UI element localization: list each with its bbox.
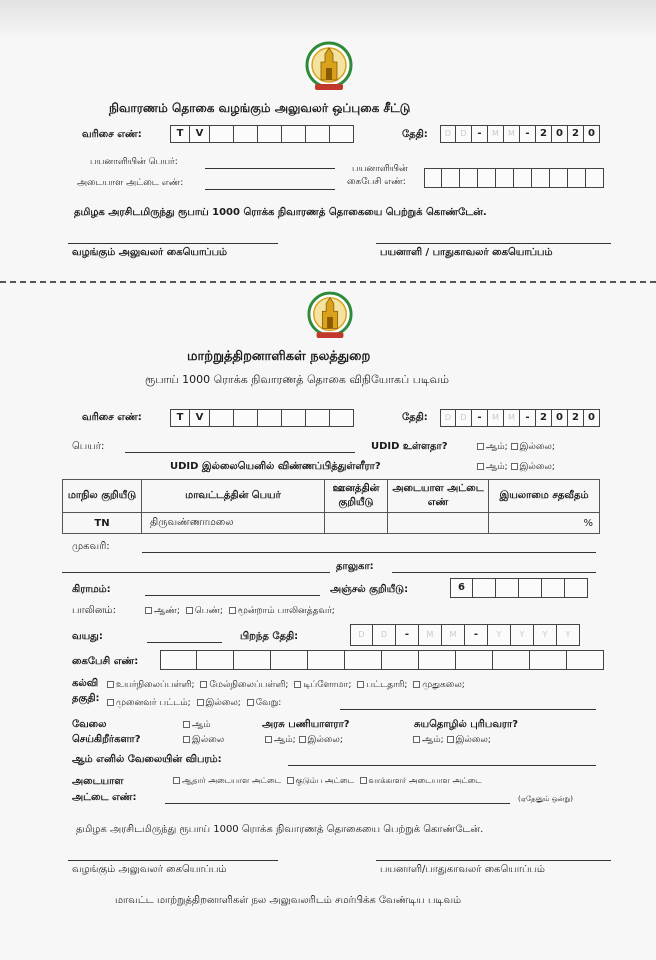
working-label-line1: வேலை [72,719,107,730]
id-type-label-line2: அட்டை எண்: [72,792,137,803]
id-ration-card-checkbox[interactable] [287,777,294,784]
govt-employee-options[interactable]: ஆம்; இல்லை; [262,735,343,746]
date-boxes-2[interactable]: D D - M M - 2 0 2 0 [440,409,600,427]
cut-line [0,281,656,283]
beneficiary-signature-label: பயனாளி / பாதுகாவலர் கையொப்பம் [380,247,553,258]
address-field-line2[interactable] [62,572,330,573]
edu-diploma-checkbox[interactable] [294,681,301,688]
beneficiary-name-label: பயனாளியின் பெயர்: [90,157,178,167]
taluk-field[interactable] [392,572,596,573]
officer-signature-label: வழங்கும் அலுவலர் கையொப்பம் [72,247,228,258]
pincode-label: அஞ்சல் குறியீடு: [330,584,409,595]
gender-male-checkbox[interactable] [145,607,152,614]
self-yes-checkbox[interactable] [413,736,420,743]
gender-female-checkbox[interactable] [186,607,193,614]
officer-signature-line[interactable] [68,243,278,244]
edu-higher-secondary-checkbox[interactable] [200,681,207,688]
cell-state-code: TN [63,513,142,534]
edu-doctorate-checkbox[interactable] [107,699,114,706]
age-label: வயது: [72,631,103,642]
working-yes-checkbox[interactable] [183,721,190,728]
header-district-name: மாவட்டத்தின் பெயர் [142,480,325,513]
cell-disability-percent[interactable]: % [489,513,600,534]
self-no-checkbox[interactable] [447,736,454,743]
header-disability-code: ஊனத்தின் குறியீடு [325,480,388,513]
tamilnadu-emblem-icon [305,40,353,94]
serial-number-boxes[interactable]: T V [170,125,354,143]
officer-signature-label-2: வழங்கும் அலுவலர் கையொப்பம் [72,864,227,875]
id-aadhaar-checkbox[interactable] [173,777,180,784]
self-employed-question: சுயதொழில் புரிபவரா? [414,719,519,730]
dob-boxes[interactable]: D D - M M - Y Y Y Y [350,624,580,646]
udid-question: UDID உள்ளதா? [371,441,448,452]
form-subtitle: ரூபாய் 1000 ரொக்க நிவாரணத் தொகை விநியோகப் படிவம் [145,373,450,386]
work-details-field[interactable] [288,765,596,766]
pincode-boxes[interactable]: 6 [450,578,588,598]
govt-no-checkbox[interactable] [299,736,306,743]
id-card-label: அடையாள அட்டை எண்: [77,178,184,188]
mobile-number-boxes[interactable] [424,168,604,188]
edu-graduate-checkbox[interactable] [357,681,364,688]
edu-high-school-checkbox[interactable] [107,681,114,688]
village-label: கிராமம்: [72,584,111,595]
id-type-label-line1: அடையாள [72,776,124,787]
gender-third-checkbox[interactable] [229,607,236,614]
edu-other-checkbox[interactable] [247,699,254,706]
footer-note: மாவட்ட மாற்றுத்திறனாளிகள் நல அலுவலரிடம் சமர்பிக்க வேண்டிய படிவம் [115,895,462,906]
edu-postgraduate-checkbox[interactable] [413,681,420,688]
declaration-text: தமிழக அரசிடமிருந்து ரூபாய் 1000 ரொக்க நிவாரணத் தொகையை பெற்றுக் கொண்டேன். [74,207,487,218]
education-other-field[interactable] [340,709,596,710]
address-label: முகவரி: [72,541,110,552]
id-voter-card-checkbox[interactable] [360,777,367,784]
dob-label: பிறந்த தேதி: [240,631,299,642]
edu-none-checkbox[interactable] [197,699,204,706]
id-card-field[interactable] [205,189,335,190]
date-label: தேதி: [402,129,428,140]
acknowledgement-title: நிவாரணம் தொகை வழங்கும் அலுவலர் ஒப்புகை சீட்டு [109,101,411,115]
serial-number-label: வரிசை எண்: [82,129,142,140]
name-field[interactable] [125,452,355,453]
udid-applied-options[interactable]: ஆம்; இல்லை; [474,462,555,473]
working-yes-option[interactable]: ஆம் [180,720,211,731]
gender-options[interactable]: ஆண்; பெண்; மூன்றாம் பாலினத்தவர்; [142,606,335,617]
date-boxes[interactable]: D D - M M - 2 0 2 0 [440,125,600,143]
village-field[interactable] [145,595,320,596]
education-label-line2: தகுதி: [72,693,100,704]
beneficiary-name-field[interactable] [205,168,335,169]
gender-label: பாலினம்: [72,605,116,616]
age-field[interactable] [147,642,222,643]
address-field[interactable] [142,552,596,553]
cell-id-card-no[interactable] [388,513,489,534]
date-label-2: தேதி: [402,412,428,423]
working-label-line2: செய்கிறீர்களா? [72,734,141,745]
taluk-label: தாலுகா: [336,561,374,572]
header-id-card-no: அடையாள அட்டை எண் [388,480,489,513]
udid-yes-checkbox[interactable] [477,443,484,450]
officer-signature-line-2[interactable] [68,860,278,861]
applied-yes-checkbox[interactable] [477,463,484,470]
udid-options[interactable]: ஆம்; இல்லை; [474,442,555,453]
name-label: பெயர்: [72,441,105,452]
cell-disability-code[interactable] [325,513,388,534]
details-table [62,479,600,534]
education-label-line1: கல்வி [72,678,99,689]
id-type-options[interactable]: ஆதார் அடையாள அட்டை குடும்ப அட்டை வாக்காளர் அடையாள அட்டை [170,776,482,786]
self-employed-options[interactable]: ஆம்; இல்லை; [410,735,491,746]
any-one-note: (ஏதேனும் ஒன்று) [518,795,573,803]
header-state-code: மாநில குறியீடு [63,480,142,513]
udid-no-checkbox[interactable] [511,443,518,450]
applied-no-checkbox[interactable] [511,463,518,470]
id-number-field[interactable] [165,803,510,804]
beneficiary-signature-label-2: பயனாளி/பாதுகாவலர் கையொப்பம் [380,864,545,875]
working-no-option[interactable]: இல்லை [180,735,224,746]
udid-applied-question: UDID இல்லையெனில் விண்ணப்பித்துள்ளீரா? [170,461,381,472]
department-title: மாற்றுத்திறனாளிகள் நலத்துறை [187,349,371,364]
header-disability-percent: இயலாமை சதவீதம் [489,480,600,513]
mobile-label-line1: பயனாளியின் [352,164,408,174]
mobile-label-2: கைபேசி எண்: [72,656,139,667]
declaration-text-2: தமிழக அரசிடமிருந்து ரூபாய் 1000 ரொக்க நிவாரணத் தொகையை பெற்றுக் கொண்டேன். [76,824,484,835]
education-options-row1[interactable]: உயர்நிலைப்பள்ளி; மேல்நிலைப்பள்ளி; டிப்ளோமா; பட்டதாரி; முதுகலை; [104,680,465,691]
tamilnadu-emblem-icon-2 [307,290,353,342]
mobile-label-line2: கைபேசி எண்: [347,177,406,187]
work-details-label: ஆம் எனில் வேலையின் விபரம்: [72,754,222,765]
working-no-checkbox[interactable] [183,736,190,743]
beneficiary-signature-line[interactable] [376,243,611,244]
serial-number-boxes-2[interactable]: T V [170,409,354,427]
serial-number-label-2: வரிசை எண்: [82,412,142,423]
mobile-number-boxes-2[interactable] [160,650,604,670]
govt-employee-question: அரசு பணியாளரா? [262,719,350,730]
cell-district-name: திருவண்ணாமலை [142,513,325,534]
education-options-row2[interactable]: முனைவர் பட்டம்; இல்லை; வேறு: [104,698,281,709]
govt-yes-checkbox[interactable] [265,736,272,743]
beneficiary-signature-line-2[interactable] [376,860,611,861]
